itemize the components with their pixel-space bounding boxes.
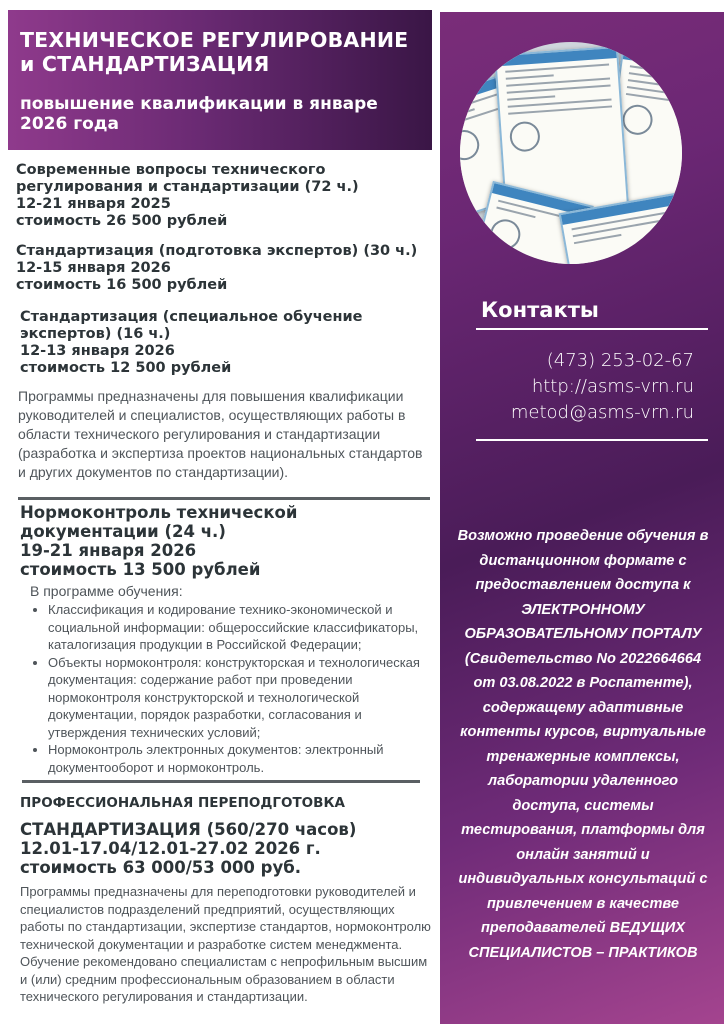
section-divider [18, 497, 430, 500]
course-price: стоимость 16 500 рублей [16, 277, 228, 293]
contact-phone[interactable]: (473) 253-02-67 [546, 350, 694, 371]
course-dates: 12.01-17.04/12.01-27.02 2026 г. [20, 839, 321, 858]
course-dates: 12-15 января 2026 [16, 260, 171, 276]
retraining-description: Программы предназначены для переподготовки руководителей и специалистов подразделений предприятий, осуществляющих работы по стандартизации, экспертизе стандартов, нормоконтролю технической документации и разработке систем менеджмента. Обучение рекомендовано специалистам с непрофильным высшим и (или) средним профессиональным образованием в области технического регулирования и стандартизации. [20, 884, 431, 1004]
courses-description [18, 387, 423, 482]
normocontrol-program [30, 583, 425, 776]
course-block [16, 243, 426, 294]
program-item: • Классификация и кодирование технико-экономической и социальной информации: общероссийские классификаторы, каталогизация продукции в Российской Федерации; [48, 601, 425, 654]
course-title: Стандартизация (специальное обучение экспертов) (16 ч.) [20, 309, 363, 342]
contact-website-link[interactable]: http://asms-vrn.ru [531, 376, 694, 397]
contacts-divider [476, 439, 708, 441]
certificates-photo [460, 42, 682, 264]
promo-text: Возможно проведение обучения в дистанционном формате с предоставлением доступа к [457, 528, 709, 593]
retraining-block [20, 795, 430, 1006]
promo-experts: ВЕДУЩИХ СПЕЦИАЛИСТОВ – ПРАКТИКОВ [468, 920, 698, 961]
program-label: В программе обучения: [30, 583, 183, 599]
distance-learning-promo [456, 524, 710, 965]
contacts-divider [476, 328, 708, 330]
course-price: стоимость 13 500 рублей [20, 560, 261, 579]
contact-email-link[interactable]: metod@asms-vrn.ru [510, 402, 694, 423]
program-item: • Нормоконтроль электронных документов: электронный документооборот и нормоконтроль. [48, 741, 425, 776]
page-subtitle: повышение квалификации в январе 2026 года [20, 94, 378, 134]
course-title: СТАНДАРТИЗАЦИЯ (560/270 часов) [20, 820, 357, 839]
course-title: Нормоконтроль технической документации (24 ч.) [20, 503, 298, 541]
course-dates: 12-21 января 2025 [16, 196, 171, 212]
header-banner [8, 10, 432, 150]
course-dates: 12-13 января 2026 [20, 343, 175, 359]
course-title: Современные вопросы технического регулирования и стандартизации (72 ч.) [16, 162, 359, 195]
program-list [30, 601, 425, 776]
course-block [16, 162, 421, 230]
course-price: стоимость 26 500 рублей [16, 213, 228, 229]
promo-portal: ЭЛЕКТРОННОМУ ОБРАЗОВАТЕЛЬНОМУ ПОРТАЛУ [464, 601, 702, 642]
retraining-heading: ПРОФЕССИОНАЛЬНАЯ ПЕРЕПОДГОТОВКА [20, 795, 345, 811]
section-divider [22, 780, 420, 783]
course-block [20, 309, 400, 377]
program-item: • Объекты нормоконтроля: конструкторская и технологическая документация: содержание работ при проведении нормоконтроля конструкторской и технологической документации, порядок разработки, согласования и утверждения технических условий; [48, 654, 425, 742]
course-price: стоимость 63 000/53 000 руб. [20, 858, 302, 877]
promo-text: (Свидетельство No 2022664664 от 03.08.2022 в Роспатенте), содержащему адаптивные контенты курсов, виртуальные тренажерные комплексы, лаборатории удаленного доступа, системы тестирования, платформы для онлайн занятий и индивидуальных консультаций с привлечением в качестве преподавателей [458, 650, 708, 936]
course-title: Стандартизация (подготовка экспертов) (30 ч.) [16, 243, 418, 259]
page-title: ТЕХНИЧЕСКОЕ РЕГУЛИРОВАНИЕ и СТАНДАРТИЗАЦИЯ [20, 28, 409, 76]
course-price: стоимость 12 500 рублей [20, 360, 232, 376]
normocontrol-course [20, 503, 420, 579]
course-dates: 19-21 января 2026 [20, 541, 197, 560]
contacts-title: Контакты [481, 298, 599, 322]
description-text: Программы предназначены для повышения квалификации руководителей и специалистов, осуществляющих работы в области технического регулирования и стандартизации (разработка и экспертиза проектов национальных стандартов и других документов по стандартизации). [18, 388, 423, 480]
